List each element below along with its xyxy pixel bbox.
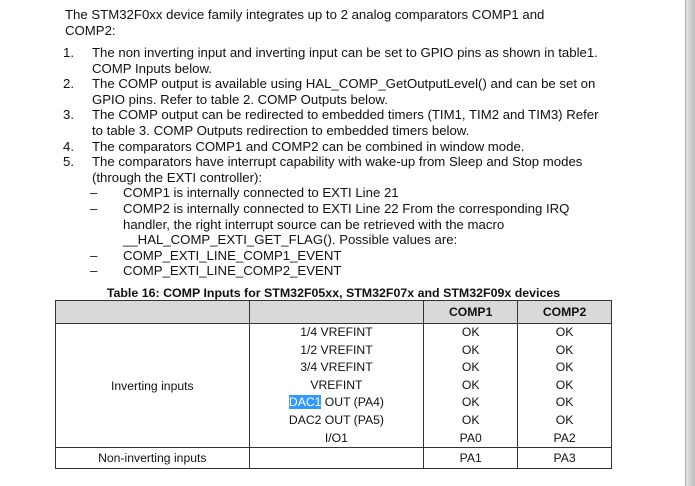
list-number: 4. bbox=[63, 138, 74, 154]
cell-value: OK bbox=[461, 377, 480, 392]
sublist-item bbox=[0, 263, 600, 279]
noninverting-inputs-label: Non-inverting inputs bbox=[56, 448, 250, 469]
text-selection-highlight[interactable]: DAC1 bbox=[288, 395, 322, 410]
list-text: The comparators have interrupt capability with wake-up from Sleep and Stop modes (through the EXTI controller): bbox=[92, 154, 583, 185]
list-number: 2. bbox=[63, 76, 74, 92]
comp-inputs-table bbox=[55, 300, 612, 469]
table-header-row bbox=[56, 301, 612, 324]
cell-value: OK bbox=[555, 325, 574, 339]
source-line: 3/4 VREFINT bbox=[300, 360, 373, 375]
intro-paragraph: The STM32F0xx device family integrates up to 2 analog comparators COMP1 and COMP2: bbox=[65, 7, 545, 38]
table-caption: Table 16: COMP Inputs for STM32F05xx, STM32F07x and STM32F09x devices bbox=[106, 286, 561, 300]
cell-value: OK bbox=[555, 395, 574, 410]
cell-value: OK bbox=[555, 360, 574, 375]
table-row bbox=[56, 448, 612, 469]
source-line: 1/2 VREFINT bbox=[300, 342, 373, 357]
table-row bbox=[56, 324, 612, 448]
feature-list bbox=[0, 45, 600, 279]
comp1-noninverting-cell: PA1 bbox=[424, 448, 518, 469]
cell-value: OK bbox=[555, 342, 574, 357]
list-item bbox=[0, 76, 600, 107]
source-line-dac1 bbox=[250, 394, 424, 412]
source-line: I/O1 bbox=[324, 430, 348, 445]
header-comp1: COMP1 bbox=[424, 301, 518, 324]
list-item bbox=[0, 107, 600, 138]
dash-bullet: – bbox=[90, 200, 98, 216]
list-text: The comparators COMP1 and COMP2 can be combined in window mode. bbox=[92, 138, 525, 154]
header-comp2: COMP2 bbox=[518, 301, 612, 324]
comp2-noninverting-cell: PA3 bbox=[518, 448, 612, 469]
sublist-text: COMP_EXTI_LINE_COMP2_EVENT bbox=[123, 263, 342, 279]
list-number: 1. bbox=[63, 45, 74, 60]
list-text: The COMP output can be redirected to embedded timers (TIM1, TIM2 and TIM3) Refer to table 3. COMP Outputs redirection to embedded timers below. bbox=[92, 107, 599, 138]
source-line: DAC2 OUT (PA5) bbox=[288, 412, 384, 427]
cell-value: OK bbox=[461, 325, 480, 339]
dash-bullet: – bbox=[90, 247, 98, 263]
noninverting-source-cell bbox=[249, 448, 424, 469]
cell-value: OK bbox=[555, 412, 574, 427]
sublist-text: COMP2 is internally connected to EXTI Line 22 From the corresponding IRQ handler, the right interrupt source can be retrieved with the macro __HAL_COMP_EXTI_GET_FLAG(). Possible values are: bbox=[123, 200, 570, 248]
cell-value: PA0 bbox=[459, 430, 482, 445]
list-number: 5. bbox=[63, 154, 74, 170]
sublist-item bbox=[0, 248, 600, 264]
dash-bullet: – bbox=[90, 263, 98, 279]
header-empty-2 bbox=[249, 301, 424, 324]
inverting-sources-cell bbox=[249, 324, 424, 448]
vertical-scrollbar[interactable] bbox=[685, 0, 695, 486]
list-text: The COMP output is available using HAL_COMP_GetOutputLevel() and can be set on GPIO pins. Refer to table 2. COMP Outputs below. bbox=[92, 76, 596, 107]
inverting-inputs-label: Inverting inputs bbox=[56, 324, 250, 448]
source-line: 1/4 VREFINT bbox=[300, 325, 373, 339]
cell-value: OK bbox=[555, 377, 574, 392]
sublist-text: COMP1 is internally connected to EXTI Line 21 bbox=[123, 185, 399, 201]
source-line-rest: OUT (PA4) bbox=[321, 395, 384, 410]
exti-sublist bbox=[0, 185, 600, 279]
list-item bbox=[0, 45, 600, 76]
sublist-text: COMP_EXTI_LINE_COMP1_EVENT bbox=[123, 247, 342, 263]
sublist-item bbox=[0, 201, 600, 248]
cell-value: OK bbox=[461, 395, 480, 410]
cell-value: OK bbox=[461, 360, 480, 375]
list-number: 3. bbox=[63, 107, 74, 123]
cell-value: OK bbox=[461, 342, 480, 357]
header-empty-1 bbox=[56, 301, 250, 324]
list-item bbox=[0, 154, 600, 279]
dash-bullet: – bbox=[90, 185, 98, 201]
list-text: The non inverting input and inverting input can be set to GPIO pins as shown in table1. COMP Inputs below. bbox=[92, 45, 598, 76]
comp1-inverting-cell bbox=[424, 324, 518, 448]
cell-value: OK bbox=[461, 412, 480, 427]
comp2-inverting-cell bbox=[518, 324, 612, 448]
sublist-item bbox=[0, 185, 600, 201]
cell-value: PA2 bbox=[553, 430, 576, 445]
source-line: VREFINT bbox=[310, 377, 363, 392]
list-item bbox=[0, 139, 600, 155]
